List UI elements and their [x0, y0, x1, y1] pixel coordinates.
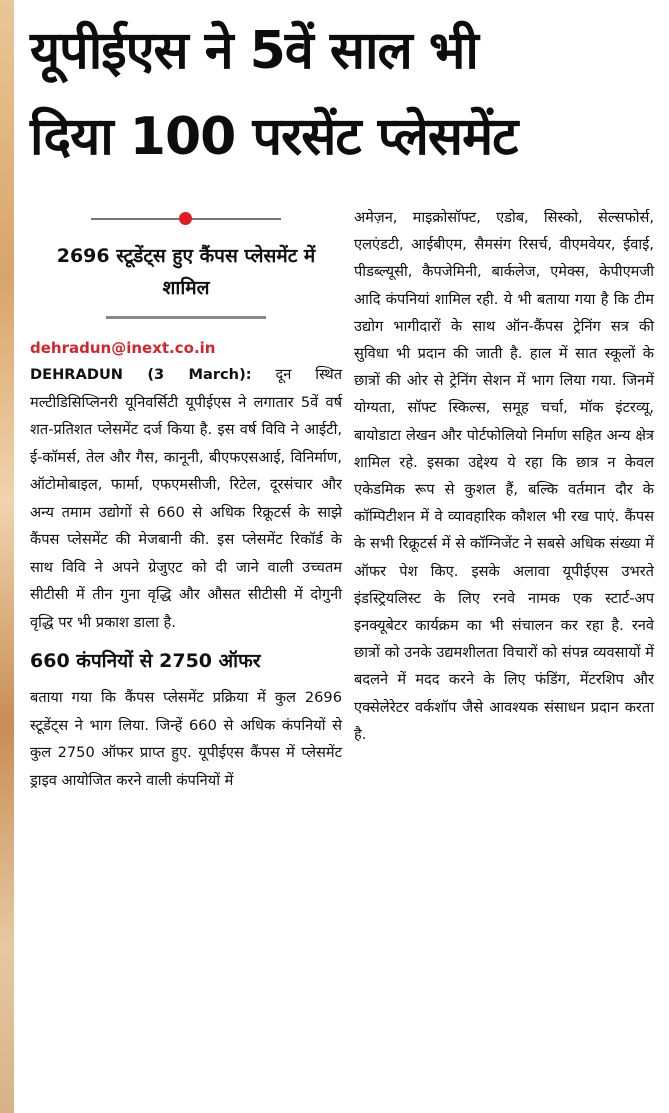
adjacent-photo-edge — [0, 0, 14, 1113]
paragraph-1 — [30, 361, 342, 636]
right-column — [354, 204, 654, 748]
subheadline-rule — [106, 316, 266, 319]
byline-email: dehradun@inext.co.in — [30, 339, 216, 357]
dateline: DEHRADUN (3 March): — [30, 366, 252, 383]
red-dot-ornament — [179, 212, 192, 225]
paragraph-1-text: दून स्थित मल्टीडिसिप्लिनरी यूनिवर्सिटी यूपीईएस ने लगातार 5वें वर्ष शत-प्रतिशत प्लेसमेंट दर्ज किया है. इस वर्ष विवि ने आईटी, ई-कॉमर्स, तेल और गैस, कानूनी, बीएफएसआई, विनिर्माण, ऑटोमोबाइल, फार्मा, एफएमसीजी, रिटेल, दूरसंचार और अन्य तमाम उद्योगों से 660 से अधिक रिक्रूटर्स के साझे कैंपस प्लेसमेंट की मेजबानी की. इस प्लेसमेंट रिकॉर्ड के साथ विवि ने अपने ग्रेजुएट को दी जाने वाली उच्चतम सीटीसी में तीन गुना वृद्धि और औसत सीटीसी में दोगुनी वृद्धि पर भी प्रकाश डाला है. — [30, 366, 343, 631]
headline-line-2: दिया 100 परसेंट प्लेसमेंट — [30, 107, 518, 167]
headline — [30, 8, 660, 180]
headline-line-1: यूपीईएस ने 5वें साल भी — [30, 21, 478, 81]
section-heading: 660 कंपनियों से 2750 ऑफर — [30, 650, 261, 672]
subheadline: 2696 स्टूडेंट्स हुए कैंपस प्लेसमेंट में शामिल — [56, 245, 316, 299]
right-column-text: अमेज़न, माइक्रोसॉफ्ट, एडोब, सिस्को, सेल्सफोर्स, एलएंडटी, आईबीएम, सैमसंग रिसर्च, वीएमवेयर, ईवाई, पीडब्ल्यूसी, कैपजेमिनी, बार्कलेज, एमेक्स, केपीएमजी आदि कंपनियां शामिल रही. ये भी बताया गया है कि टीम उद्योग भागीदारों के साथ ऑन-कैंपस ट्रेनिंग सत्र की सुविधा भी प्रदान की जाती है. हाल में सात स्कूलों के छात्रों की ओर से ट्रेनिंग सेशन में भाग लिया गया. जिनमें योग्यता, सॉफ्ट स्किल्स, समूह चर्चा, मॉक इंटरव्यू, बायोडाटा लेखन और पोर्टफोलियो निर्माण सहित अन्य क्षेत्र शामिल रहे. इसका उद्देश्य ये रहा कि छात्र न केवल एकेडमिक रूप से कुशल हैं, बल्कि वर्तमान दौर के कॉम्पिटीशन में वे व्यावहारिक कौशल भी रख पाएं. कैंपस के सभी रिक्रूटर्स में से कॉग्निजेंट ने सबसे अधिक संख्या में ऑफर पेश किए. इसके अलावा यूपीईएस उभरते इंडस्ट्रियलिस्ट के लिए रनवे नामक एक स्टार्ट-अप इनक्यूबेटर कार्यक्रम का भी संचालन कर रहा है. रनवे छात्रों को उनके उद्यमशीलता विचारों को संपन्न व्यवसायों में बदलने में मदद करने के लिए फंडिंग, मेंटरशिप और एक्सेलेरेटर वर्कशॉप जैसे आवश्यक संसाधन प्रदान करता है. — [354, 209, 654, 743]
paragraph-2: बताया गया कि कैंपस प्लेसमेंट प्रक्रिया में कुल 2696 स्टूडेंट्स ने भाग लिया. जिन्हें 660 से अधिक कंपनियों से कुल 2750 ऑफर प्राप्त हुए. यूपीईएस कैंपस में प्लेसमेंट ड्राइव आयोजित करने वाली कंपनियों में — [30, 689, 342, 789]
left-column — [30, 212, 342, 794]
decorative-divider — [91, 212, 281, 226]
